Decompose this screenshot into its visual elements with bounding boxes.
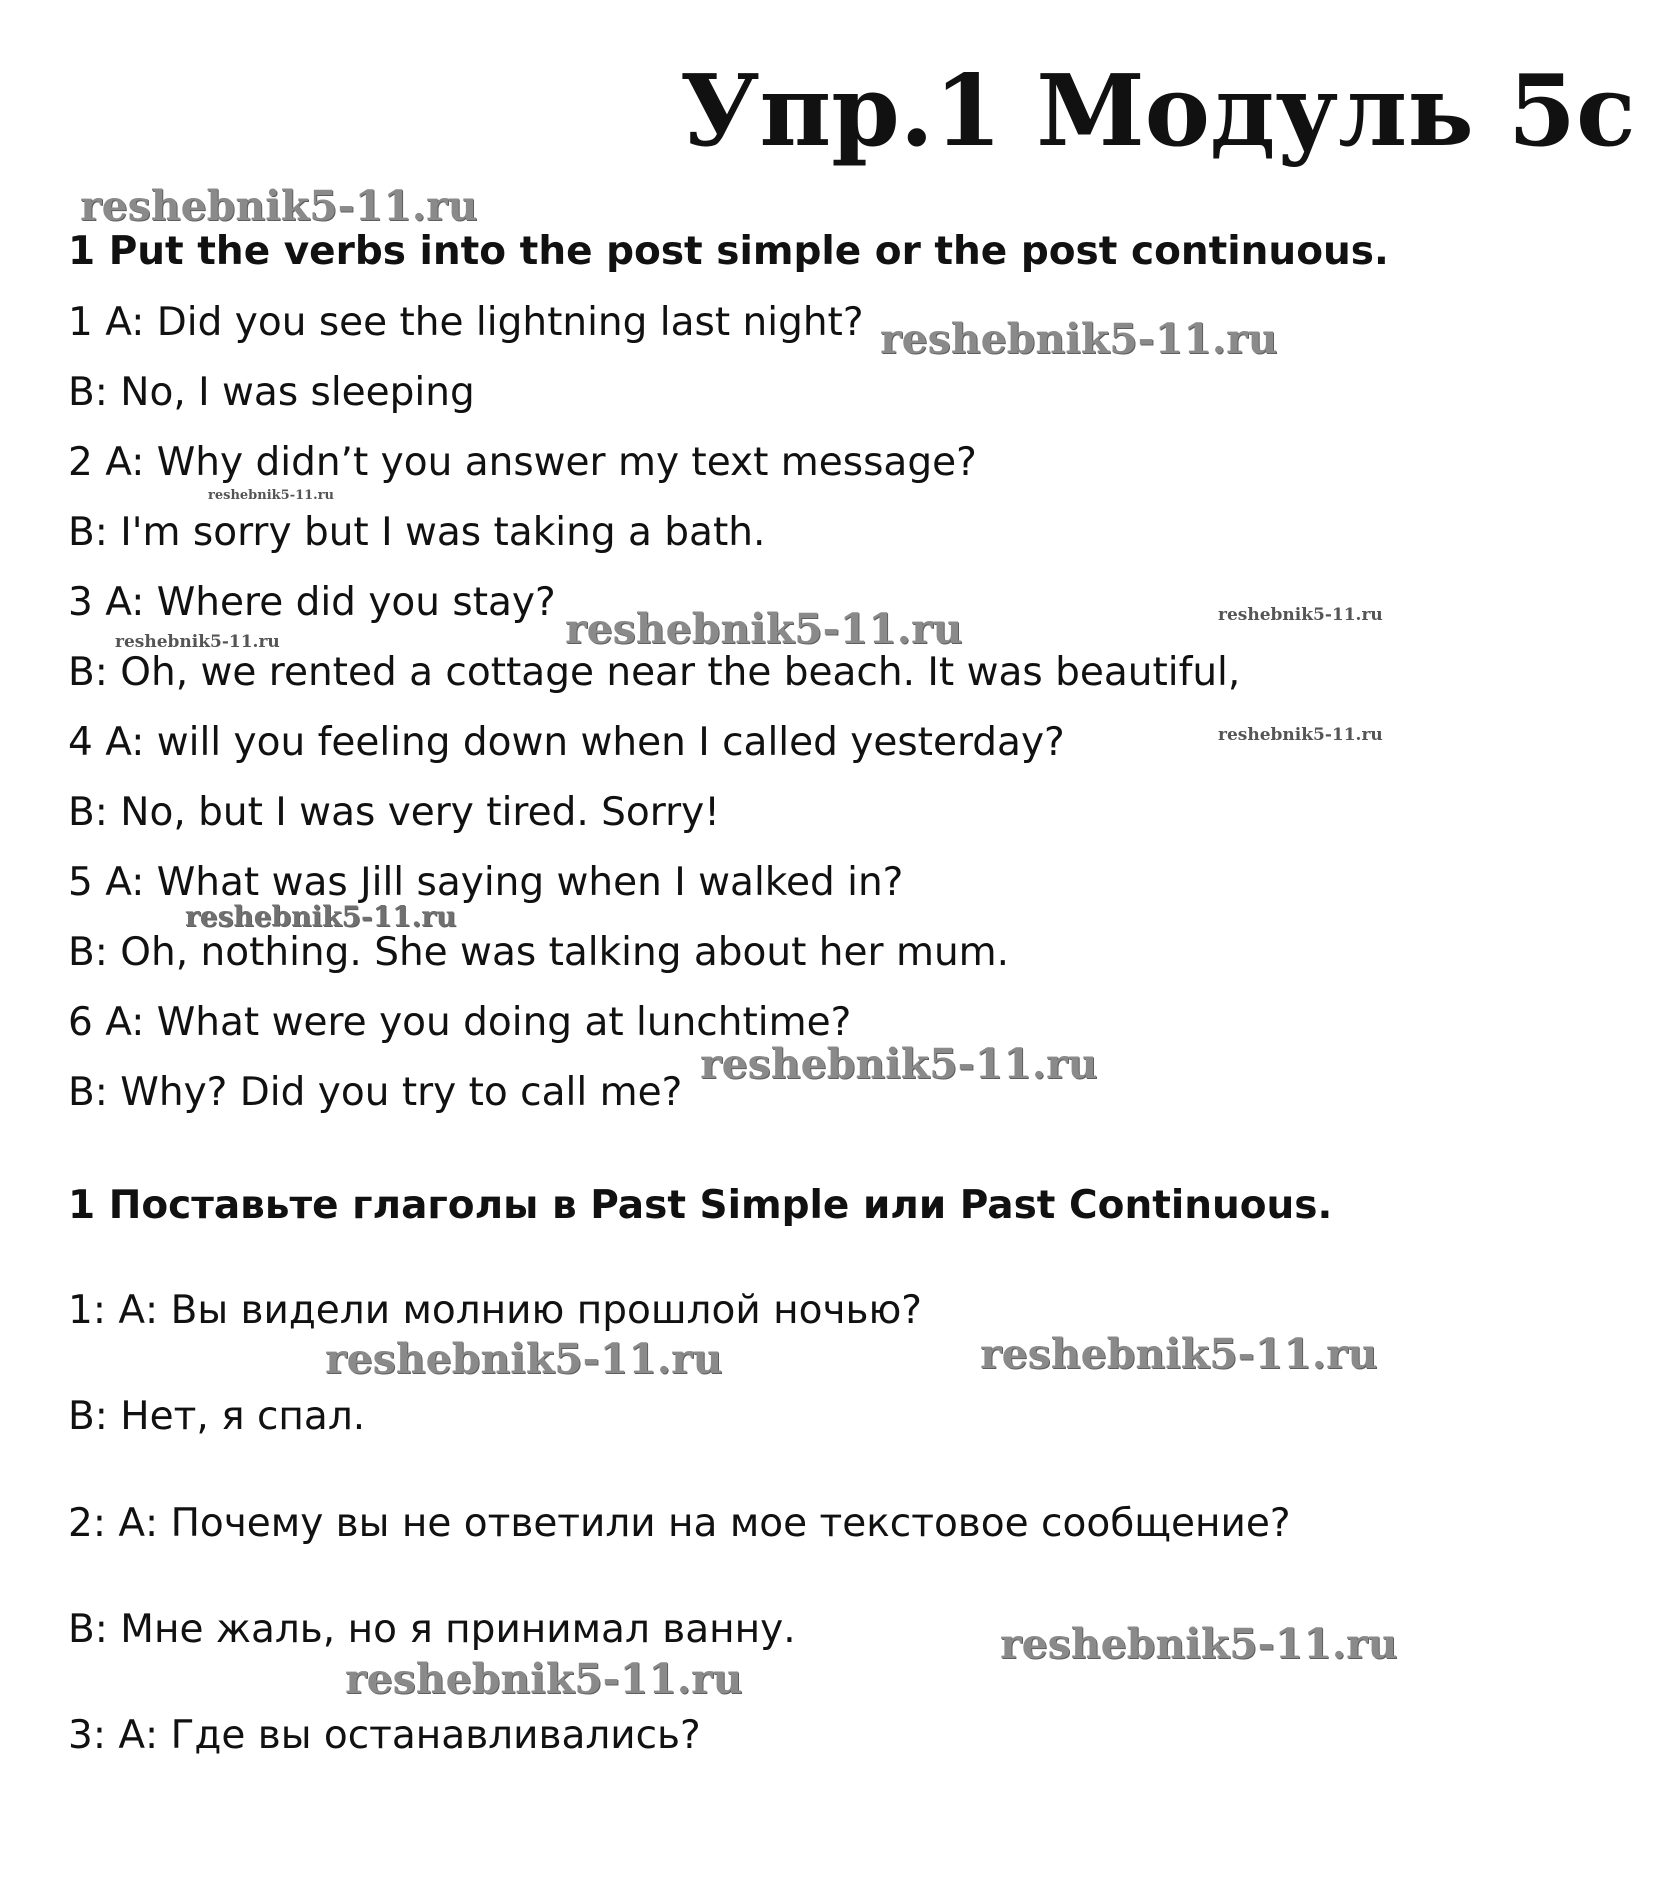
dialogue-line: B: Oh, we rented a cottage near the beach. It was beautiful,	[68, 650, 1241, 695]
dialogue-line: 6 A: What were you doing at lunchtime?	[68, 1000, 852, 1045]
watermark: reshebnik5-11.ru	[980, 1330, 1378, 1378]
dialogue-line: 5 A: What was Jill saying when I walked in?	[68, 860, 904, 905]
watermark: reshebnik5-11.ru	[208, 488, 335, 503]
dialogue-line: B: Oh, nothing. She was talking about her mum.	[68, 930, 1010, 975]
translation-line: В: Мне жаль, но я принимал ванну.	[68, 1607, 796, 1652]
dialogue-line: 2 A: Why didn’t you answer my text message?	[68, 440, 977, 485]
translation-line: 3: А: Где вы останавливались?	[68, 1713, 701, 1758]
dialogue-line: B: No, I was sleeping	[68, 370, 475, 415]
watermark: reshebnik5-11.ru	[80, 182, 478, 230]
watermark: reshebnik5-11.ru	[1000, 1620, 1398, 1668]
translation-line: В: Нет, я спал.	[68, 1394, 366, 1439]
translation-line: 2: А: Почему вы не ответили на мое текстовое сообщение?	[68, 1501, 1291, 1546]
watermark: reshebnik5-11.ru	[325, 1335, 723, 1383]
exercise-heading-ru: 1 Поставьте глаголы в Past Simple или Past Continuous.	[68, 1183, 1333, 1228]
watermark: reshebnik5-11.ru	[115, 632, 280, 652]
watermark: reshebnik5-11.ru	[345, 1655, 743, 1703]
dialogue-line: 1 A: Did you see the lightning last night?	[68, 300, 864, 345]
watermark: reshebnik5-11.ru	[1218, 605, 1383, 625]
watermark: reshebnik5-11.ru	[880, 315, 1278, 363]
dialogue-line: 4 A: will you feeling down when I called yesterday?	[68, 720, 1065, 765]
watermark: reshebnik5-11.ru	[1218, 725, 1383, 745]
watermark: reshebnik5-11.ru	[700, 1040, 1098, 1088]
watermark: reshebnik5-11.ru	[185, 900, 457, 933]
exercise-heading-en: 1 Put the verbs into the post simple or the post continuous.	[68, 229, 1389, 274]
dialogue-line: 3 A: Where did you stay?	[68, 580, 556, 625]
translation-line: 1: А: Вы видели молнию прошлой ночью?	[68, 1288, 923, 1333]
dialogue-line: B: I'm sorry but I was taking a bath.	[68, 510, 766, 555]
dialogue-line: B: Why? Did you try to call me?	[68, 1070, 683, 1115]
dialogue-line: B: No, but I was very tired. Sorry!	[68, 790, 720, 835]
page-title: Упр.1 Модуль 5с	[680, 54, 1636, 169]
watermark: reshebnik5-11.ru	[565, 605, 963, 653]
